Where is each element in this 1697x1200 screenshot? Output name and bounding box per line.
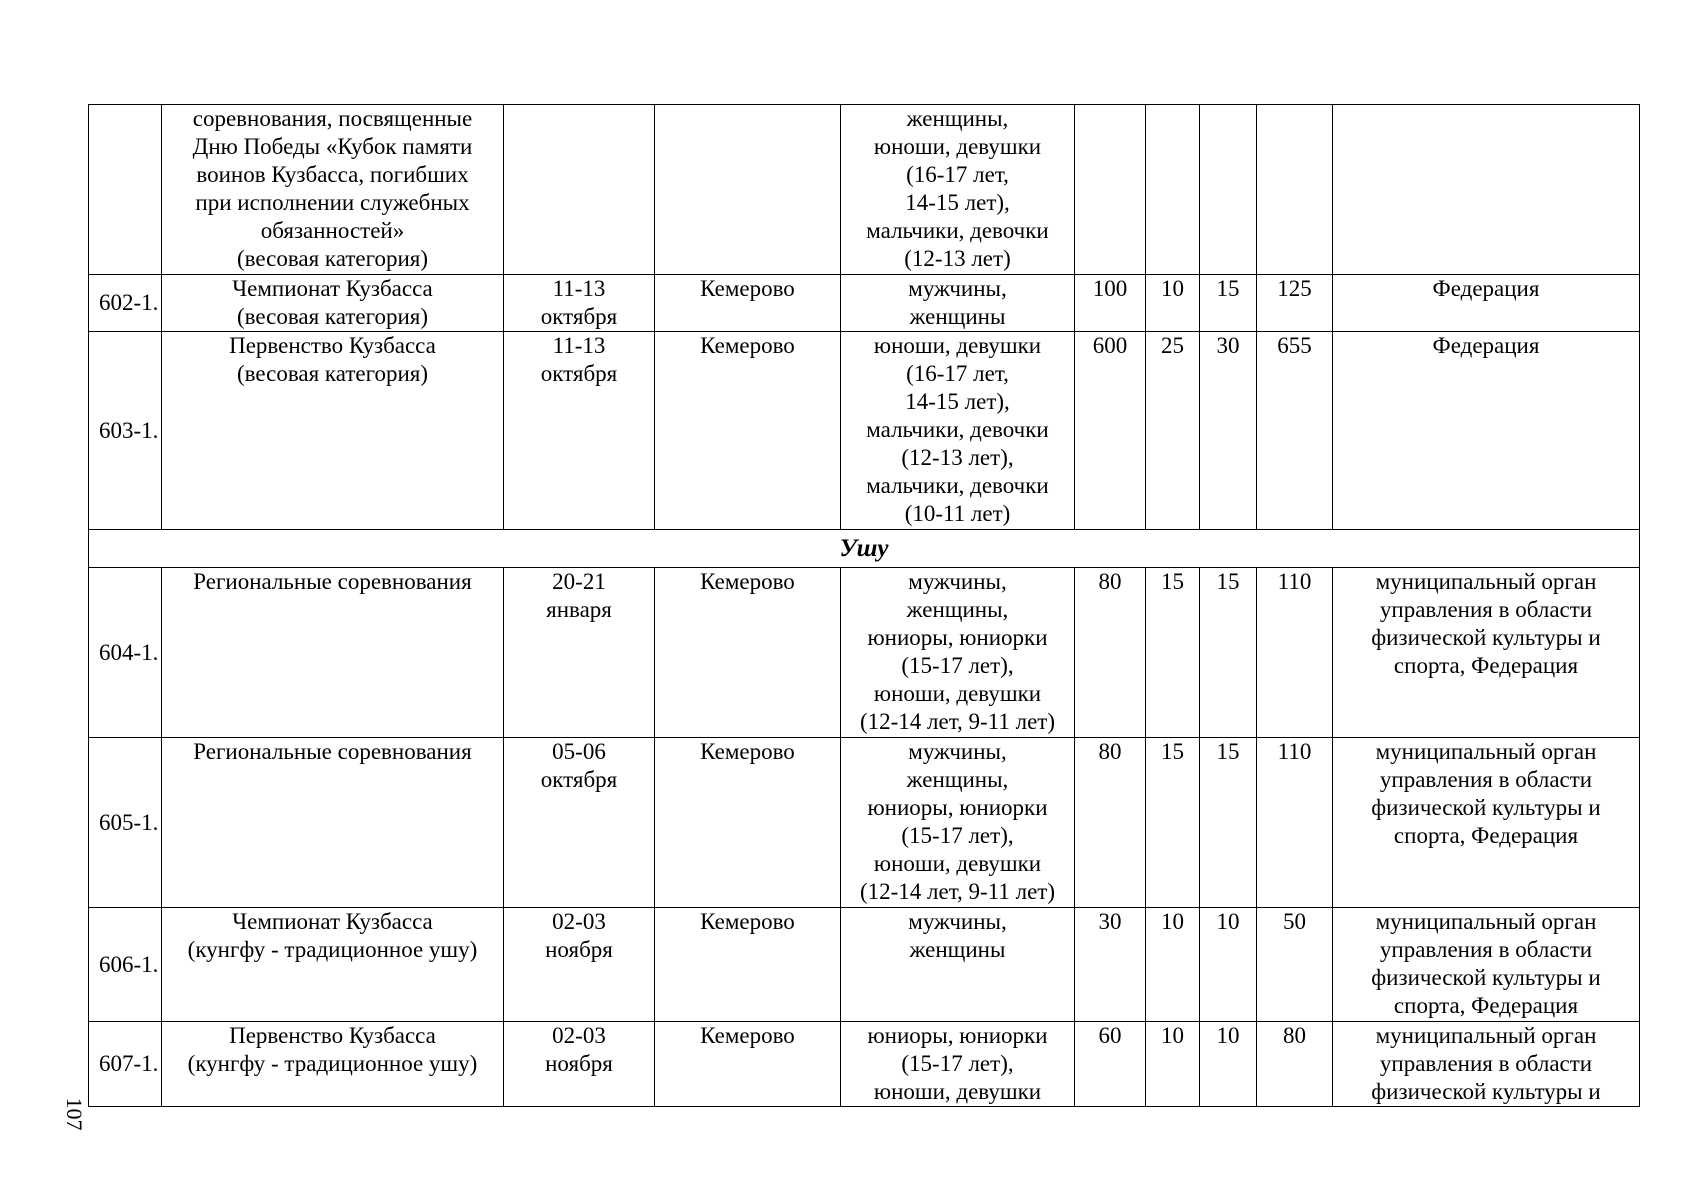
organizer-line: управления в области [1379, 767, 1593, 792]
organizer-line: физической культуры и [1371, 795, 1601, 820]
count-col-1: 80 [1075, 568, 1146, 738]
organizer-line: муниципальный орган [1375, 739, 1597, 764]
count-col-2: 15 [1146, 568, 1200, 738]
participants-line: (12-14 лет, 9-11 лет) [859, 879, 1056, 904]
organizer-line: спорта, Федерация [1393, 653, 1579, 678]
event-place: Кемерово [655, 332, 841, 530]
row-number: 604-1. [89, 568, 162, 738]
participants-cell [841, 105, 1075, 275]
participants-line: женщины, [906, 106, 1009, 131]
organizer-cell [1333, 568, 1640, 738]
event-name-line: (весовая категория) [236, 246, 429, 271]
event-dates-cell [504, 908, 655, 1022]
event-name-line: Дню Победы «Кубок памяти [192, 134, 473, 159]
organizer-line: спорта, Федерация [1393, 993, 1579, 1018]
event-place: Кемерово [655, 568, 841, 738]
page-number: 107 [62, 1097, 87, 1131]
participants-line: мужчины, [908, 276, 1007, 301]
event-dates-line: октября [540, 767, 618, 792]
participants-line: (10-11 лет) [904, 501, 1011, 526]
participants-line: (15-17 лет), [901, 653, 1014, 678]
count-col-1: 600 [1075, 332, 1146, 530]
count-col-1: 30 [1075, 908, 1146, 1022]
table-row [89, 738, 1640, 908]
table-row [89, 105, 1640, 275]
organizer-line: муниципальный орган [1375, 909, 1597, 934]
section-title: Ушу [89, 530, 1640, 568]
count-col-3: 15 [1200, 275, 1257, 332]
participants-line: (16-17 лет, [906, 162, 1009, 187]
event-dates-line: января [546, 597, 612, 622]
participants-line: юниоры, юниорки [867, 1023, 1048, 1048]
organizer-cell [1333, 1022, 1640, 1107]
event-place: Кемерово [655, 908, 841, 1022]
participants-line: мальчики, девочки [866, 218, 1049, 243]
count-col-4: 110 [1257, 738, 1333, 908]
event-name-line: Чемпионат Кузбасса [232, 909, 433, 934]
count-col-4: 80 [1257, 1022, 1333, 1107]
event-place [655, 105, 841, 275]
event-name-line: Первенство Кузбасса [229, 333, 436, 358]
event-dates-line: 11-13 [552, 276, 606, 301]
event-dates-line: октября [540, 361, 618, 386]
event-name-cell [162, 1022, 504, 1107]
count-col-2: 15 [1146, 738, 1200, 908]
event-place: Кемерово [655, 275, 841, 332]
participants-cell [841, 1022, 1075, 1107]
count-col-2 [1146, 105, 1200, 275]
count-col-3: 10 [1200, 1022, 1257, 1107]
table-row [89, 332, 1640, 530]
participants-line: (15-17 лет), [901, 823, 1014, 848]
event-place: Кемерово [655, 1022, 841, 1107]
count-col-2: 10 [1146, 1022, 1200, 1107]
count-col-4 [1257, 105, 1333, 275]
count-col-2: 10 [1146, 908, 1200, 1022]
event-name-line: Чемпионат Кузбасса [232, 276, 433, 301]
count-col-1 [1075, 105, 1146, 275]
event-dates-line: октября [540, 304, 618, 329]
count-col-1: 100 [1075, 275, 1146, 332]
event-name-cell [162, 738, 504, 908]
table-row [89, 908, 1640, 1022]
events-table [88, 104, 1640, 1107]
organizer-line: муниципальный орган [1375, 569, 1597, 594]
event-name-line: (кунгфу - традиционное ушу) [187, 1051, 478, 1076]
participants-line: юноши, девушки [873, 333, 1042, 358]
event-dates-line: 02-03 [552, 1023, 606, 1048]
row-number: 607-1. [89, 1022, 162, 1107]
organizer-cell [1333, 332, 1640, 530]
participants-line: 14-15 лет), [905, 389, 1010, 414]
event-dates-cell [504, 568, 655, 738]
participants-line: женщины, [906, 767, 1009, 792]
section-header-row [89, 530, 1640, 568]
participants-line: юноши, девушки [873, 681, 1042, 706]
participants-line: юниоры, юниорки [867, 795, 1048, 820]
participants-line: мальчики, девочки [866, 473, 1049, 498]
event-name-cell [162, 568, 504, 738]
table-row [89, 568, 1640, 738]
participants-line: юноши, девушки [873, 1079, 1042, 1104]
count-col-4: 50 [1257, 908, 1333, 1022]
event-name-cell [162, 908, 504, 1022]
participants-line: мужчины, [908, 909, 1007, 934]
event-dates-line: ноября [545, 937, 613, 962]
participants-line: мужчины, [908, 739, 1007, 764]
organizer-line: физической культуры и [1371, 625, 1601, 650]
participants-line: (12-14 лет, 9-11 лет) [859, 709, 1056, 734]
event-name-line: при исполнении служебных [195, 190, 470, 215]
participants-cell [841, 908, 1075, 1022]
event-name-cell [162, 332, 504, 530]
organizer-cell [1333, 105, 1640, 275]
row-number: 606-1. [89, 908, 162, 1022]
organizer-line: управления в области [1379, 1051, 1593, 1076]
organizer-line: Федерация [1432, 276, 1540, 301]
participants-line: мужчины, [908, 569, 1007, 594]
event-dates-line: 11-13 [552, 333, 606, 358]
participants-cell [841, 738, 1075, 908]
table-row [89, 275, 1640, 332]
participants-line: юноши, девушки [873, 851, 1042, 876]
count-col-2: 10 [1146, 275, 1200, 332]
participants-line: (12-13 лет) [904, 246, 1011, 271]
event-name-line: обязанностей» [260, 218, 405, 243]
event-dates-cell [504, 1022, 655, 1107]
count-col-1: 60 [1075, 1022, 1146, 1107]
event-name-line: Региональные соревнования [193, 739, 472, 764]
participants-line: юноши, девушки [873, 134, 1042, 159]
organizer-cell [1333, 908, 1640, 1022]
participants-cell [841, 568, 1075, 738]
table-body [89, 105, 1640, 1107]
event-name-cell [162, 105, 504, 275]
participants-line: женщины, [906, 597, 1009, 622]
organizer-line: муниципальный орган [1375, 1023, 1597, 1048]
organizer-cell [1333, 275, 1640, 332]
organizer-line: физической культуры и [1371, 1079, 1601, 1104]
count-col-3: 15 [1200, 738, 1257, 908]
event-dates-cell [504, 105, 655, 275]
participants-line: женщины [909, 304, 1006, 329]
event-dates-line: ноября [545, 1051, 613, 1076]
count-col-3: 10 [1200, 908, 1257, 1022]
event-name-line: (весовая категория) [236, 304, 429, 329]
participants-line: 14-15 лет), [905, 190, 1010, 215]
count-col-3: 15 [1200, 568, 1257, 738]
event-place: Кемерово [655, 738, 841, 908]
event-dates-cell [504, 738, 655, 908]
event-name-line: (кунгфу - традиционное ушу) [187, 937, 478, 962]
row-number: 605-1. [89, 738, 162, 908]
table-row [89, 1022, 1640, 1107]
participants-line: женщины [909, 937, 1006, 962]
row-number: 603-1. [89, 332, 162, 530]
event-dates-cell [504, 332, 655, 530]
count-col-4: 125 [1257, 275, 1333, 332]
participants-line: (15-17 лет), [901, 1051, 1014, 1076]
count-col-4: 655 [1257, 332, 1333, 530]
event-name-cell [162, 275, 504, 332]
participants-line: юниоры, юниорки [867, 625, 1048, 650]
participants-line: мальчики, девочки [866, 417, 1049, 442]
event-name-line: воинов Кузбасса, погибших [196, 162, 469, 187]
count-col-4: 110 [1257, 568, 1333, 738]
organizer-line: Федерация [1432, 333, 1540, 358]
count-col-1: 80 [1075, 738, 1146, 908]
event-dates-line: 20-21 [552, 569, 606, 594]
event-dates-line: 05-06 [552, 739, 606, 764]
count-col-3: 30 [1200, 332, 1257, 530]
event-name-line: Первенство Кузбасса [229, 1023, 436, 1048]
event-dates-line: 02-03 [552, 909, 606, 934]
organizer-cell [1333, 738, 1640, 908]
organizer-line: управления в области [1379, 937, 1593, 962]
participants-line: (16-17 лет, [906, 361, 1009, 386]
event-name-line: соревнования, посвященные [192, 106, 473, 131]
count-col-3 [1200, 105, 1257, 275]
participants-cell [841, 275, 1075, 332]
event-dates-cell [504, 275, 655, 332]
event-name-line: Региональные соревнования [193, 569, 472, 594]
organizer-line: спорта, Федерация [1393, 823, 1579, 848]
participants-cell [841, 332, 1075, 530]
count-col-2: 25 [1146, 332, 1200, 530]
event-name-line: (весовая категория) [236, 361, 429, 386]
organizer-line: физической культуры и [1371, 965, 1601, 990]
participants-line: (12-13 лет), [901, 445, 1014, 470]
organizer-line: управления в области [1379, 597, 1593, 622]
row-number [89, 105, 162, 275]
row-number: 602-1. [89, 275, 162, 332]
